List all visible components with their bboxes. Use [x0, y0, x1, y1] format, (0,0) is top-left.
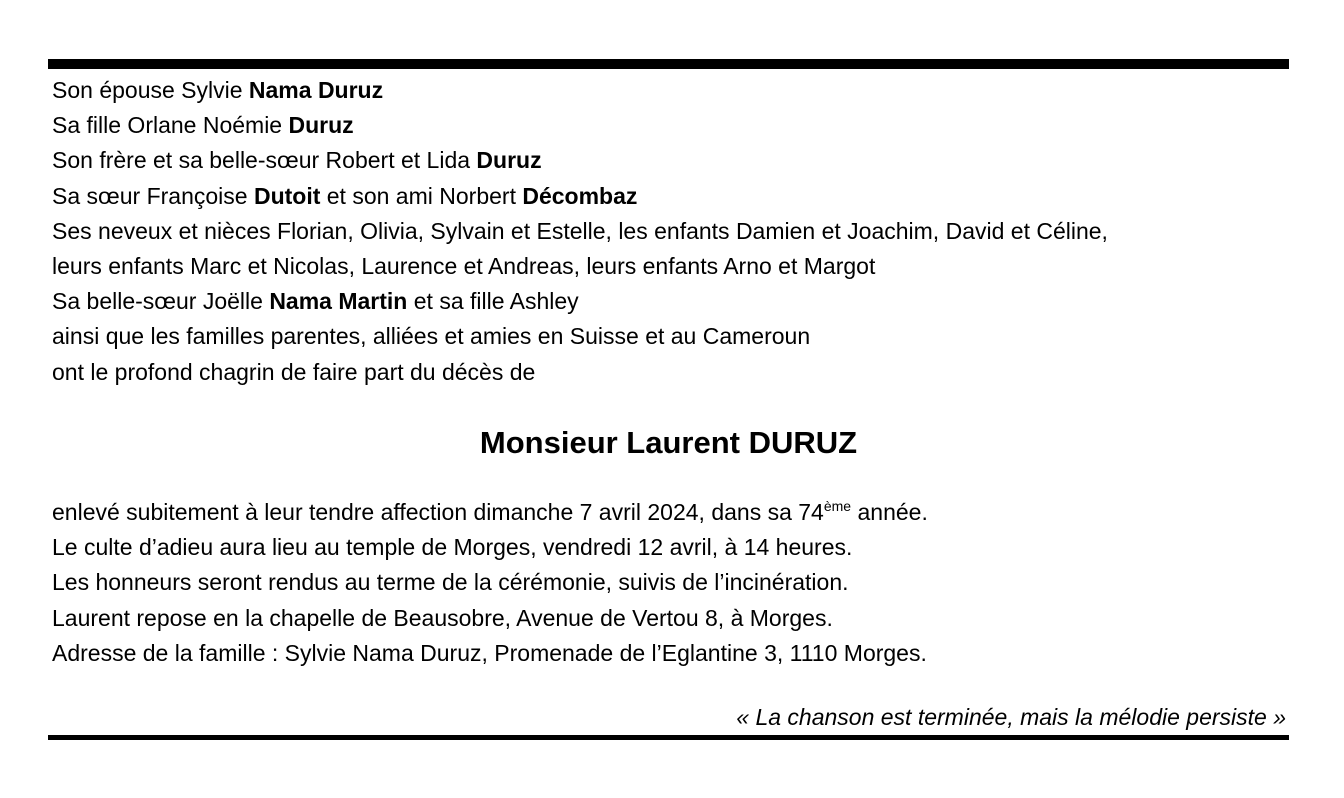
family-line-nephews: Ses neveux et nièces Florian, Olivia, Sylvain et Estelle, les enfants Damien et Joachim, David et Céline, — [52, 217, 1108, 244]
family-line-sister: Sa sœur Françoise Dutoit et son ami Norbert Décombaz — [52, 182, 638, 209]
details-family-address: Adresse de la famille : Sylvie Nama Duruz, Promenade de l’Eglantine 3, 1110 Morges. — [52, 639, 927, 666]
family-line-brother: Son frère et sa belle-sœur Robert et Lida Duruz — [52, 147, 542, 174]
family-line-relatives: ainsi que les familles parentes, alliées et amies en Suisse et au Cameroun — [52, 323, 811, 350]
ordinal-suffix: ème — [823, 498, 852, 514]
family-line-announcement: ont le profond chagrin de faire part du décès de — [52, 358, 536, 385]
family-line-daughter: Sa fille Orlane Noémie Duruz — [52, 112, 354, 139]
bottom-divider — [48, 735, 1289, 740]
family-line-spouse: Son épouse Sylvie Nama Duruz — [52, 77, 384, 103]
family-line-sister-in-law: Sa belle-sœur Joëlle Nama Martin et sa fille Ashley — [52, 288, 579, 315]
details-ceremony: Le culte d’adieu aura lieu au temple de Morges, vendredi 12 avril, à 14 heures. — [52, 534, 853, 561]
surname: Décombaz — [522, 182, 638, 209]
top-divider — [48, 59, 1289, 69]
surname: Dutoit — [253, 182, 321, 209]
details-honours: Les honneurs seront rendus au terme de la cérémonie, suivis de l’incinération. — [52, 569, 849, 596]
deceased-name: Monsieur Laurent DURUZ — [479, 425, 858, 460]
details-block — [52, 495, 1288, 671]
details-death-date: enlevé subitement à leur tendre affection dimanche 7 avril 2024, dans sa 74ème année. — [52, 498, 928, 525]
surname: Nama Martin — [269, 288, 408, 315]
details-rest-place: Laurent repose en la chapelle de Beausobre, Avenue de Vertou 8, à Morges. — [52, 604, 833, 631]
surname: Nama Duruz — [248, 77, 384, 103]
closing-quote: « La chanson est terminée, mais la mélodie persiste » — [736, 704, 1286, 730]
family-list — [52, 73, 1288, 390]
family-line-nephews-continued: leurs enfants Marc et Nicolas, Laurence et Andreas, leurs enfants Arno et Margot — [52, 252, 876, 279]
surname: Duruz — [288, 112, 354, 139]
surname: Duruz — [476, 147, 542, 174]
